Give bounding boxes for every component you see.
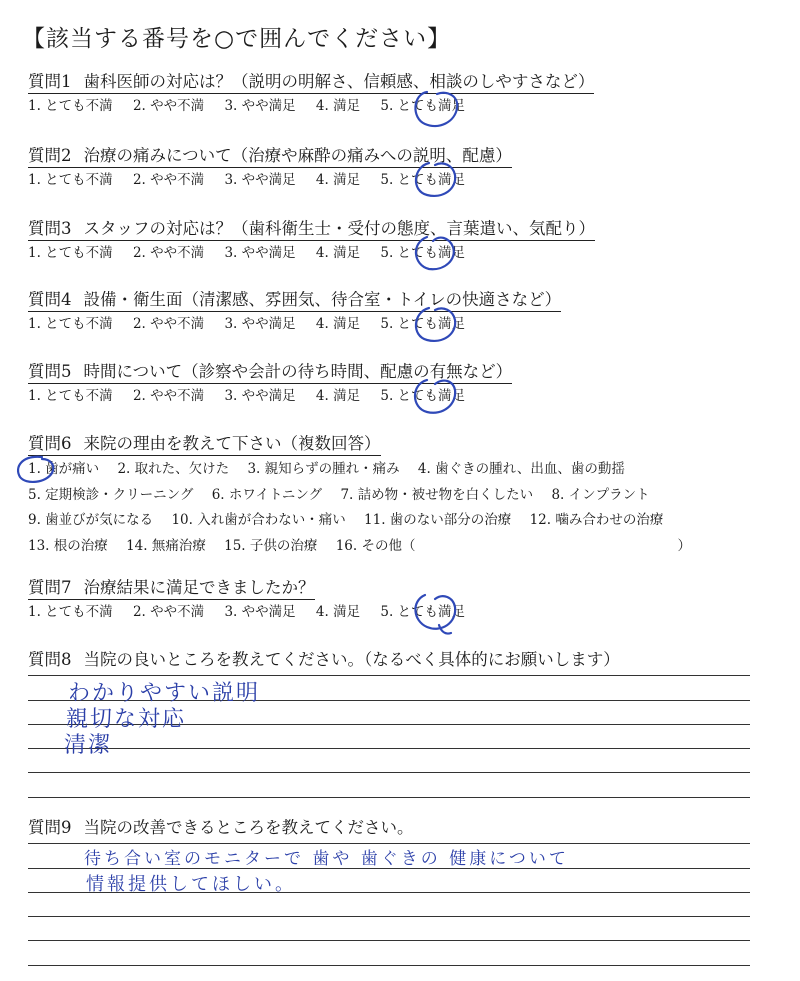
reason-option-2[interactable]: 2. 取れた、欠けた [117, 461, 230, 477]
reason-option-3[interactable]: 3. 親知らずの腫れ・痛み [247, 461, 400, 477]
rating-option-5[interactable]: 5. とても満足 [380, 388, 466, 404]
rating-option-5[interactable]: 5. とても満足 [380, 172, 466, 188]
question-text: 時間について（診察や会計の待ち時間、配慮の有無など） [83, 362, 513, 381]
rating-option-1[interactable]: 1. とても不満 [28, 604, 113, 620]
rating-options [28, 386, 768, 406]
rating-options [28, 96, 768, 116]
rating-option-5[interactable]: 5. とても満足 [380, 245, 466, 261]
rating-option-1[interactable]: 1. とても不満 [28, 316, 113, 332]
rating-option-2[interactable]: 2. やや不満 [132, 604, 205, 620]
rating-option-1[interactable]: 1. とても不満 [28, 245, 113, 261]
reason-option-8[interactable]: 8. インプラント [551, 486, 650, 503]
question-text: 当院の良いところを教えてください。（なるべく具体的にお願いします） [83, 650, 620, 669]
rating-option-2[interactable]: 2. やや不満 [132, 172, 205, 188]
reason-option-15[interactable]: 15. 子供の治療 [224, 537, 318, 554]
rating-option-2[interactable]: 2. やや不満 [132, 245, 205, 261]
reason-option-16[interactable]: 16. その他（ [335, 537, 416, 554]
question-5 [28, 362, 768, 406]
question-6 [28, 434, 768, 559]
rating-option-5[interactable]: 5. とても満足 [380, 316, 466, 332]
rating-option-3[interactable]: 3. やや満足 [224, 316, 296, 332]
question-label: 質問2 [28, 146, 72, 165]
rating-option-1[interactable]: 1. とても不満 [28, 98, 113, 114]
question-text: 来院の理由を教えて下さい（複数回答） [83, 434, 381, 453]
reason-row [28, 483, 768, 509]
rating-options [28, 170, 768, 190]
reason-option-13[interactable]: 13. 根の治療 [28, 537, 108, 554]
question-heading [28, 146, 512, 168]
rating-option-1[interactable]: 1. とても不満 [28, 172, 113, 188]
reason-row [28, 457, 768, 483]
other-close-paren: ） [677, 537, 691, 554]
reason-option-1[interactable]: 1. 歯が痛い [28, 461, 100, 477]
question-4 [28, 290, 768, 334]
question-heading [28, 362, 512, 384]
question-heading [28, 72, 594, 94]
question-1 [28, 72, 768, 116]
reason-row [28, 534, 768, 560]
reason-option-7[interactable]: 7. 詰め物・被せ物を白くしたい [340, 486, 534, 503]
reason-option-6[interactable]: 6. ホワイトニング [211, 486, 323, 503]
page-title: 【該当する番号を○で囲んでください】 [22, 26, 452, 52]
question-text: 歯科医師の対応は？（説明の明解さ、信頼感、相談のしやすさなど） [83, 72, 595, 91]
reason-option-4[interactable]: 4. 歯ぐきの腫れ、出血、歯の動揺 [417, 461, 625, 477]
rating-option-1[interactable]: 1. とても不満 [28, 388, 113, 404]
rating-option-5[interactable]: 5. とても満足 [380, 604, 466, 620]
question-label: 質問4 [28, 290, 72, 309]
rating-option-2[interactable]: 2. やや不満 [132, 98, 205, 114]
rating-option-3[interactable]: 3. やや満足 [224, 98, 296, 114]
handwritten-answer: 情報提供してほしい。 [86, 874, 296, 895]
reason-option-9[interactable]: 9. 歯並びが気になる [28, 512, 154, 528]
handwritten-answer: 待ち合い室のモニターで 歯や 歯ぐきの 健康について [84, 849, 569, 869]
handwritten-answer: わかりやすい説明 [68, 681, 261, 706]
handwritten-answer: 清潔 [64, 733, 113, 758]
question-label: 質問7 [28, 578, 72, 597]
handwritten-answer: 親切な対応 [66, 707, 187, 732]
question-text: 治療の痛みについて（治療や麻酔の痛みへの説明、配慮） [83, 146, 512, 165]
rating-option-2[interactable]: 2. やや不満 [132, 316, 205, 332]
reason-option-10[interactable]: 10. 入れ歯が合わない・痛い [171, 512, 346, 528]
reason-option-5[interactable]: 5. 定期検診・クリーニング [28, 486, 194, 503]
rating-option-4[interactable]: 4. 満足 [315, 604, 361, 620]
rating-option-4[interactable]: 4. 満足 [315, 316, 361, 332]
question-label: 質問3 [28, 219, 72, 238]
rating-option-3[interactable]: 3. やや満足 [224, 604, 296, 620]
question-3 [28, 219, 768, 263]
question-text: 治療結果に満足できましたか？ [83, 578, 315, 597]
question-label: 質問5 [28, 362, 72, 381]
reason-option-11[interactable]: 11. 歯のない部分の治療 [364, 512, 512, 528]
rating-options [28, 243, 768, 263]
question-heading [28, 578, 315, 600]
rating-option-3[interactable]: 3. やや満足 [224, 245, 296, 261]
question-label: 質問9 [28, 818, 72, 837]
rating-options [28, 314, 768, 334]
question-heading [28, 434, 381, 456]
question-text: 設備・衛生面（清潔感、雰囲気、待合室・トイレの快適さなど） [83, 290, 562, 309]
reason-options [28, 457, 768, 559]
rating-option-5[interactable]: 5. とても満足 [380, 98, 466, 114]
reason-row [28, 508, 768, 534]
question-text: スタッフの対応は？（歯科衛生士・受付の態度、言葉遣い、気配り） [83, 219, 595, 238]
question-label: 質問6 [28, 434, 72, 453]
question-2 [28, 146, 768, 190]
question-label: 質問8 [28, 650, 72, 669]
reason-option-12[interactable]: 12. 噛み合わせの治療 [529, 512, 664, 528]
question-text: 当院の改善できるところを教えてください。 [83, 818, 414, 837]
rating-option-4[interactable]: 4. 満足 [315, 245, 361, 261]
rating-option-3[interactable]: 3. やや満足 [224, 388, 296, 404]
question-heading [28, 219, 595, 241]
question-heading [28, 290, 561, 312]
reason-option-14[interactable]: 14. 無痛治療 [126, 537, 206, 554]
question-label: 質問1 [28, 72, 72, 91]
question-7 [28, 578, 768, 622]
rating-option-4[interactable]: 4. 満足 [315, 388, 361, 404]
rating-option-4[interactable]: 4. 満足 [315, 172, 361, 188]
rating-option-4[interactable]: 4. 満足 [315, 98, 361, 114]
rating-option-2[interactable]: 2. やや不満 [132, 388, 205, 404]
rating-option-3[interactable]: 3. やや満足 [224, 172, 296, 188]
rating-options [28, 602, 768, 622]
